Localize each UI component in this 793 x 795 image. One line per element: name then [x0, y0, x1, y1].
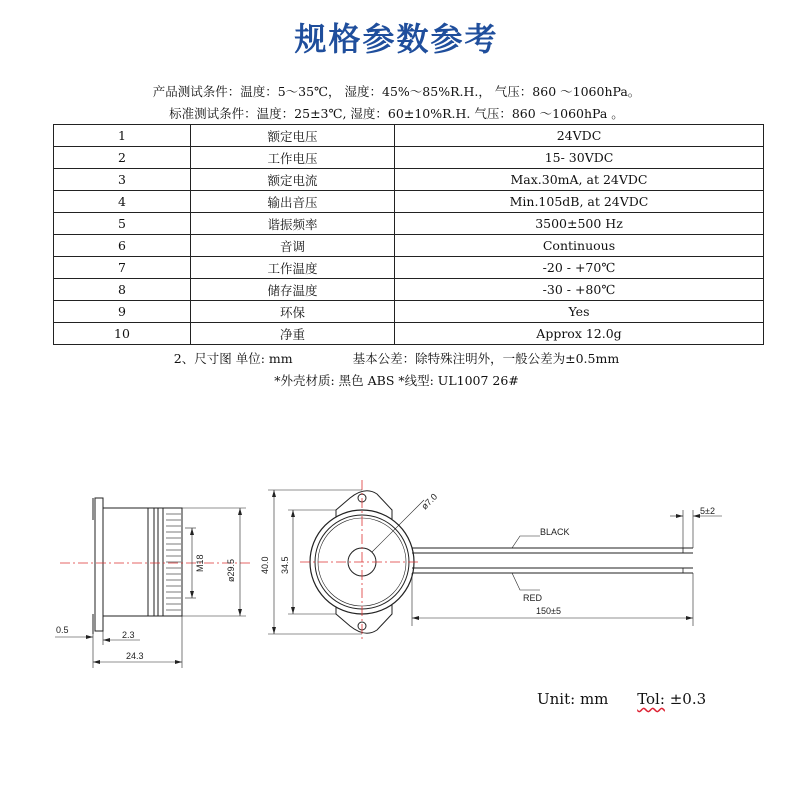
- row-number: 10: [54, 323, 191, 345]
- parameter-value: 24VDC: [395, 125, 764, 147]
- parameter-name: 音调: [191, 235, 395, 257]
- dim-flange-length: 40.0: [260, 556, 270, 574]
- parameter-value: 15- 30VDC: [395, 147, 764, 169]
- parameter-value: -30 - +80℃: [395, 279, 764, 301]
- parameter-value: Min.105dB, at 24VDC: [395, 191, 764, 213]
- parameter-value: 3500±500 Hz: [395, 213, 764, 235]
- row-number: 9: [54, 301, 191, 323]
- side-view: [55, 498, 250, 668]
- parameter-name: 额定电压: [191, 125, 395, 147]
- parameter-value: Max.30mA, at 24VDC: [395, 169, 764, 191]
- material-note: *外壳材质: 黑色 ABS *线型: UL1007 26#: [274, 373, 519, 388]
- unit-label: Unit: mm: [537, 690, 609, 708]
- parameter-name: 额定电流: [191, 169, 395, 191]
- row-number: 6: [54, 235, 191, 257]
- row-number: 3: [54, 169, 191, 191]
- product-test-conditions: 产品测试条件：温度：5～35℃， 湿度：45%～85%R.H.， 气压：860 ～1060hPa。: [152, 84, 641, 99]
- dim-body-diameter: ø29.5: [226, 558, 236, 582]
- row-number: 1: [54, 125, 191, 147]
- dim-total-height: 24.3: [126, 651, 144, 661]
- row-number: 4: [54, 191, 191, 213]
- row-number: 7: [54, 257, 191, 279]
- parameter-name: 工作电压: [191, 147, 395, 169]
- dim-flange-thickness: 0.5: [56, 625, 69, 635]
- row-number: 8: [54, 279, 191, 301]
- parameter-value: -20 - +70℃: [395, 257, 764, 279]
- parameter-value: Continuous: [395, 235, 764, 257]
- dim-wire-length: 150±5: [536, 606, 561, 616]
- dim-thread: M18: [195, 554, 205, 572]
- dim-strip-length: 5±2: [700, 506, 715, 516]
- dimension-unit-note: 2、尺寸图 单位: mm: [173, 351, 293, 366]
- dim-sound-hole: ø7.0: [419, 491, 440, 512]
- front-view: [268, 480, 722, 640]
- parameter-value: Approx 12.0g: [395, 323, 764, 345]
- standard-test-conditions: 标准测试条件：温度：25±3℃, 湿度：60±10%R.H. 气压：860 ～1060hPa 。: [169, 106, 624, 121]
- parameter-value: Yes: [395, 301, 764, 323]
- parameter-name: 输出音压: [191, 191, 395, 213]
- parameter-name: 环保: [191, 301, 395, 323]
- parameter-name: 谐振频率: [191, 213, 395, 235]
- row-number: 5: [54, 213, 191, 235]
- tolerance-label: Tol:: [637, 690, 665, 708]
- tolerance-value: ±0.3: [669, 690, 707, 708]
- parameter-name: 净重: [191, 323, 395, 345]
- parameter-name: 储存温度: [191, 279, 395, 301]
- tolerance-note: 基本公差：除特殊注明外，一般公差为±0.5mm: [352, 351, 620, 366]
- dim-hole-pitch: 34.5: [280, 556, 290, 574]
- parameter-name: 工作温度: [191, 257, 395, 279]
- unit-tolerance-note: [537, 690, 706, 708]
- wire-black-label: BLACK: [540, 527, 570, 537]
- row-number: 2: [54, 147, 191, 169]
- dim-step: 2.3: [122, 630, 135, 640]
- wire-red-label: RED: [523, 593, 543, 603]
- page-title: 规格参数参考: [294, 20, 499, 58]
